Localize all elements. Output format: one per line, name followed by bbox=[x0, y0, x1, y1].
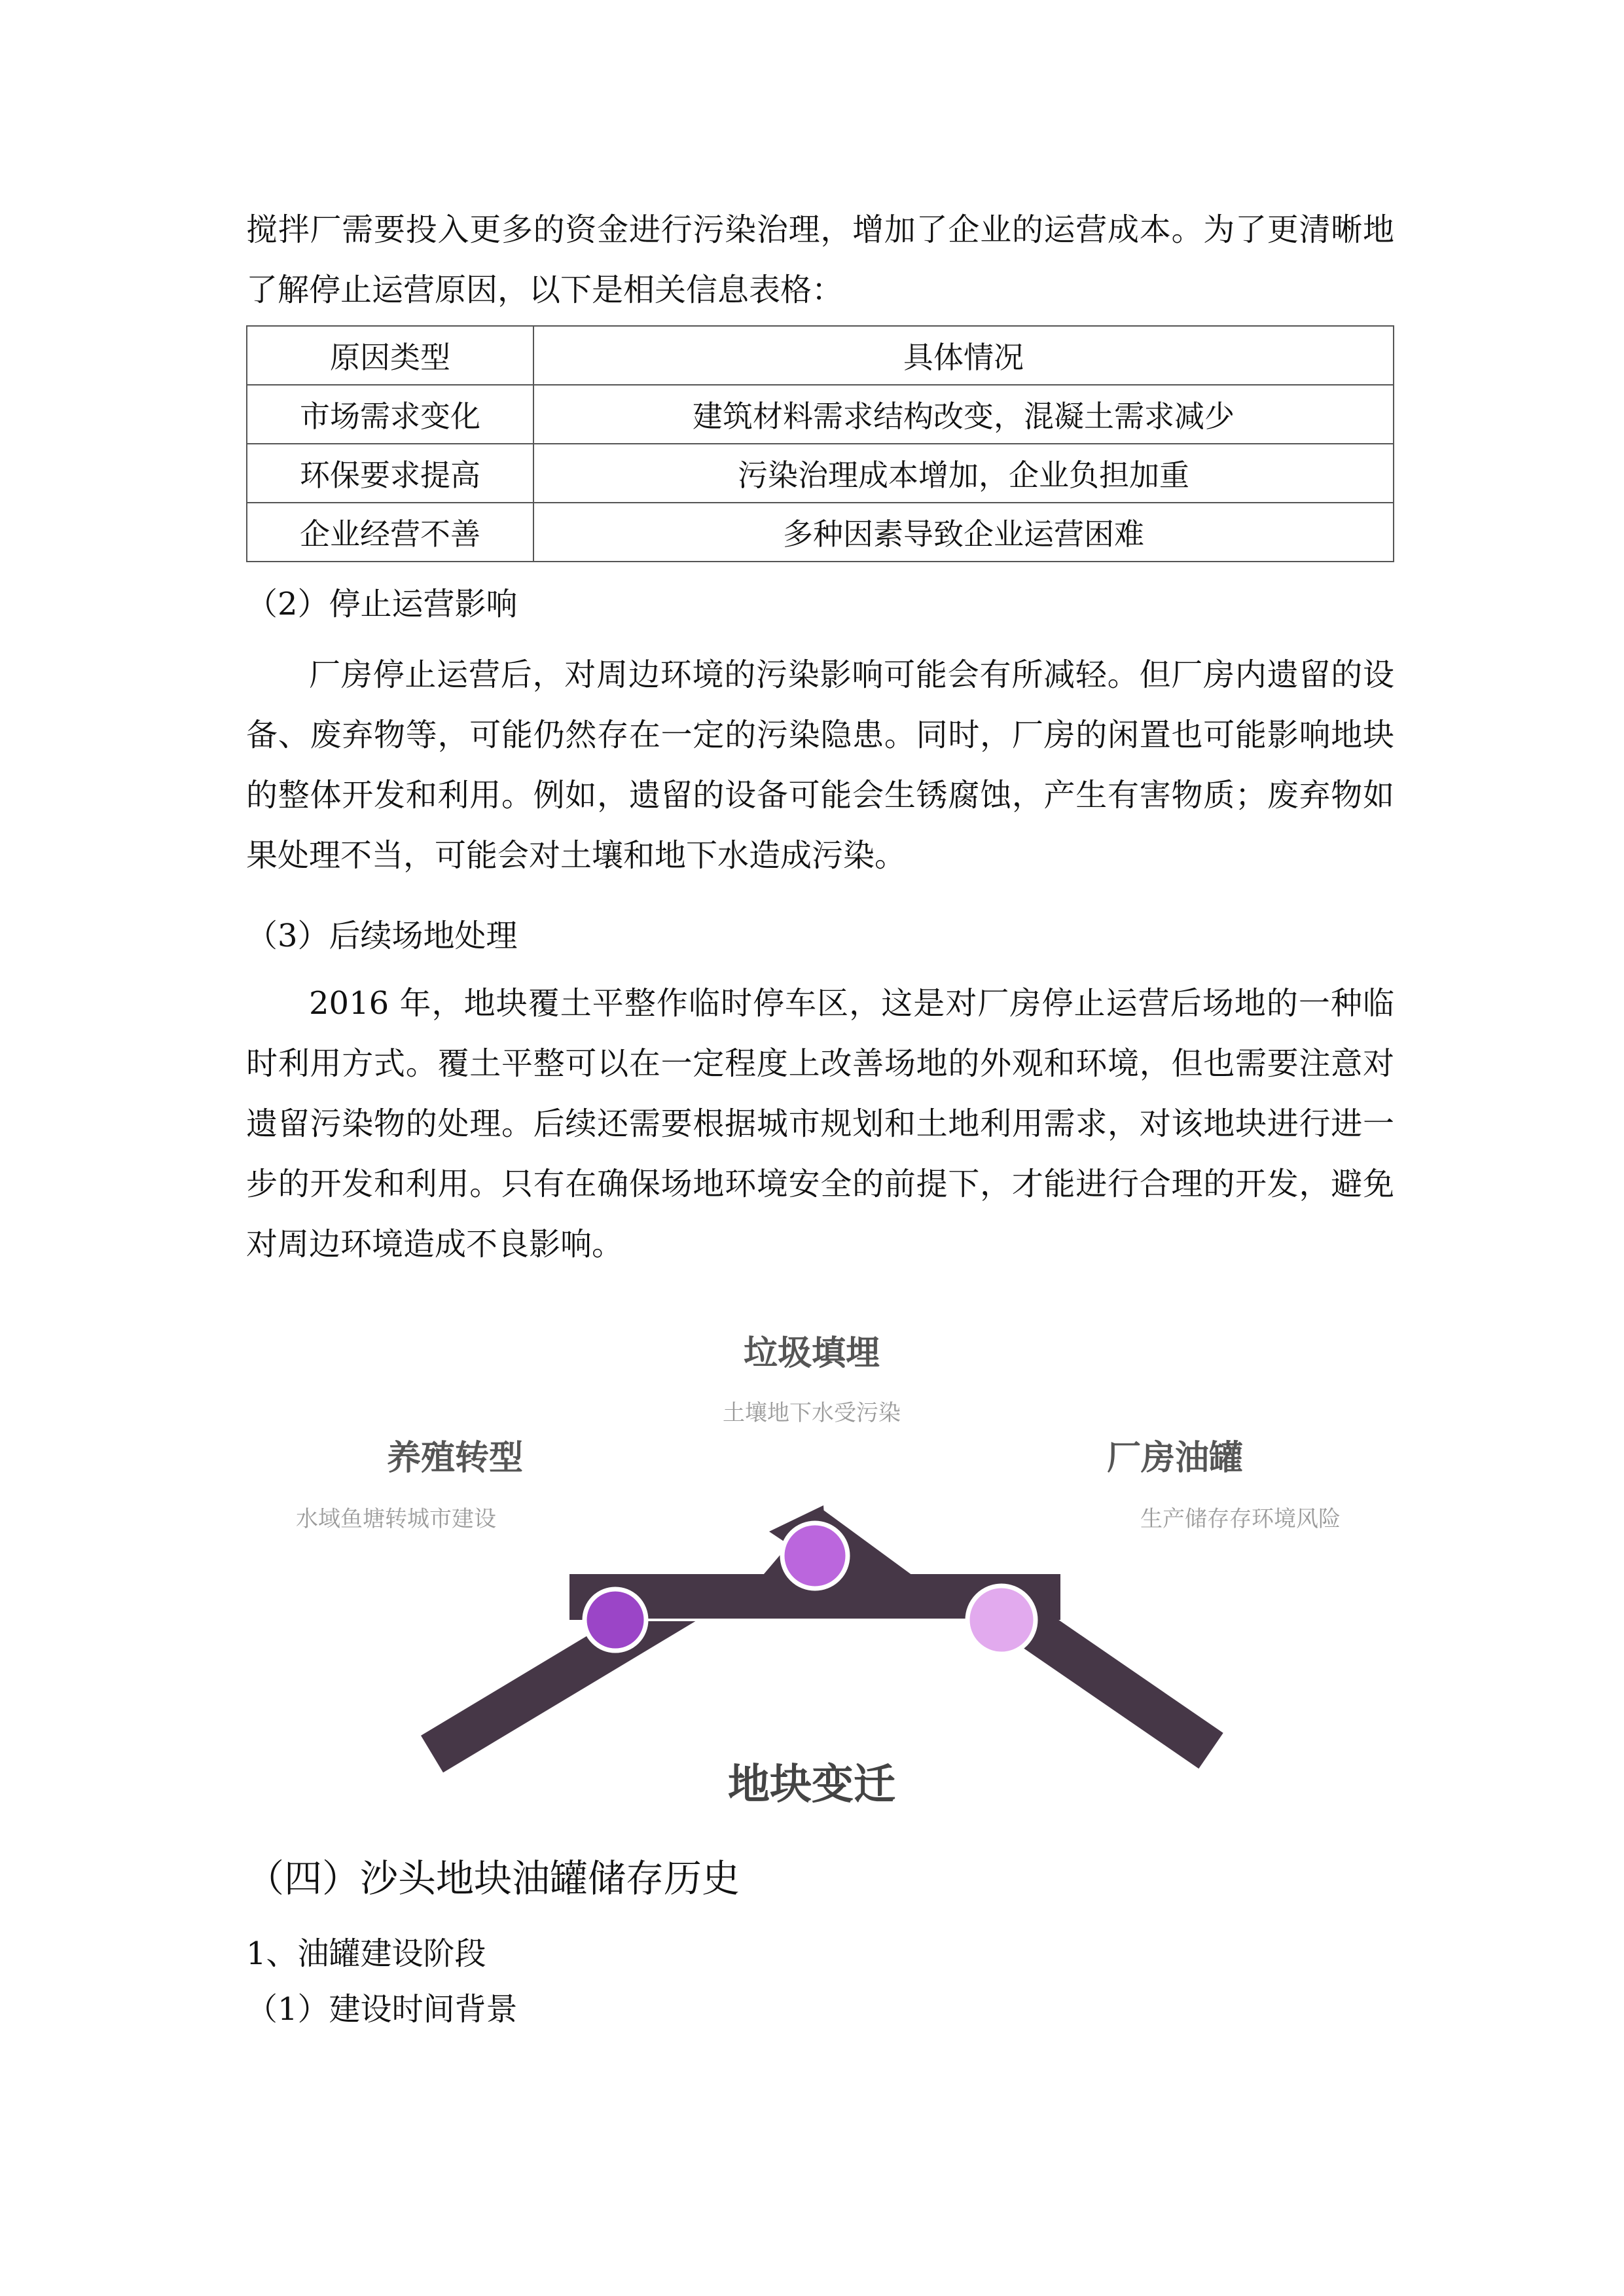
table-cell: 建筑材料需求结构改变，混凝土需求减少 bbox=[533, 385, 1394, 444]
section3-paragraph: 2016 年，地块覆土平整作临时停车区，这是对厂房停止运营后场地的一种临时利用方式。覆土平整可以在一定程度上改善场地的外观和环境，但也需要注意对遗留污染物的处理。后续还需要根据城市规划和土地利用需求，对该地块进行进一步的开发和利用。只有在确保场地环境安全的前提下，才能进行合理的开发，避免对周边环境造成不良影响。 bbox=[246, 985, 1394, 1263]
table-header-cell: 原因类型 bbox=[247, 326, 533, 385]
intro-paragraph: 搅拌厂需要投入更多的资金进行污染治理，增加了企业的运营成本。为了更清晰地了解停止运营原因，以下是相关信息表格： bbox=[246, 211, 1394, 308]
section2-heading: （2）停止运营影响 bbox=[246, 586, 518, 622]
table-header-cell: 具体情况 bbox=[533, 326, 1394, 385]
node-circle-aquaculture bbox=[585, 1589, 646, 1651]
node-subtitle-landfill: 土壤地下水受污染 bbox=[723, 1400, 901, 1426]
node-subtitle-aquaculture: 水域鱼塘转城市建设 bbox=[296, 1506, 496, 1532]
section3-heading: （3）后续场地处理 bbox=[246, 918, 518, 954]
table-cell: 市场需求变化 bbox=[247, 385, 533, 444]
section4-heading: （四）沙头地块油罐储存历史 bbox=[246, 1856, 740, 1901]
table-cell: 多种因素导致企业运营困难 bbox=[533, 503, 1394, 562]
node-subtitle-factory-tank: 生产储存存环境风险 bbox=[1140, 1506, 1341, 1532]
node-title-aquaculture: 养殖转型 bbox=[386, 1439, 524, 1478]
table-cell: 环保要求提高 bbox=[247, 444, 533, 503]
node-title-landfill: 垃圾填埋 bbox=[743, 1334, 880, 1373]
node-title-factory-tank: 厂房油罐 bbox=[1106, 1439, 1244, 1478]
subsection-1-1-heading: （1）建设时间背景 bbox=[246, 1991, 518, 2028]
table-cell: 污染治理成本增加，企业负担加重 bbox=[533, 444, 1394, 503]
node-circle-factory-tank bbox=[967, 1586, 1036, 1654]
table-cell: 企业经营不善 bbox=[247, 503, 533, 562]
diagram-center-title: 地块变迁 bbox=[728, 1761, 895, 1809]
section2-paragraph: 厂房停止运营后，对周边环境的污染影响可能会有所减轻。但厂房内遗留的设备、废弃物等，可能仍然存在一定的污染隐患。同时，厂房的闲置也可能影响地块的整体开发和利用。例如，遗留的设备可能会生锈腐蚀，产生有害物质；废弃物如果处理不当，可能会对土壤和地下水造成污染。 bbox=[246, 656, 1394, 874]
node-circle-landfill bbox=[782, 1523, 848, 1588]
subsection-1-heading: 1、油罐建设阶段 bbox=[246, 1935, 486, 1972]
